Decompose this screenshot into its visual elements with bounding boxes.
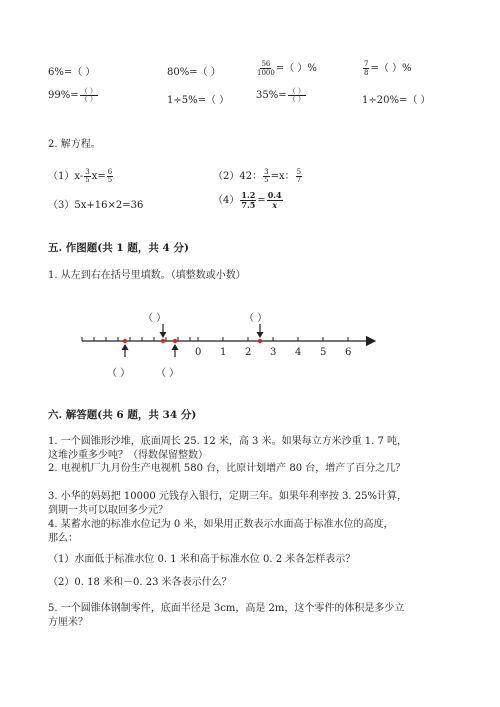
conversion-6-percent: 6%=（ ）: [48, 67, 96, 78]
section-5-question-1: 1. 从左到右在括号里填数。（填整数或小数）: [48, 270, 246, 281]
question-3-line-2: 到期一共可以取回多少元？: [48, 505, 168, 516]
question-4-sub-1: （1）水面低于标准水位 0. 1 米和高于标准水位 0. 2 米各怎样表示？: [48, 554, 356, 565]
conversion-1-div-20-percent: 1÷20%=（ ）: [362, 95, 431, 106]
fraction: $\frac{0.4}{x}$: [267, 190, 282, 210]
question-3-line-1: 3. 小华的妈妈把 10000 元钱存入银行，定期三年。如果年利率按 3. 25%计算，: [48, 491, 408, 502]
question-5-line-1: 5. 一个圆锥体钢制零件，底面半径是 3cm，高是 2m，这个零件的体积是多少立: [48, 603, 405, 614]
bottom-blank-1: （ ）: [107, 368, 131, 379]
conversion-56-1000: $\frac{56}{1000}$ =（ ）%: [257, 60, 317, 77]
question-5-line-2: 方厘米？: [48, 617, 88, 628]
tick-label-0: 0: [195, 347, 202, 358]
conversion-80-percent: 80%=（ ）: [167, 67, 221, 78]
tick-label-1: 1: [220, 347, 227, 358]
conversion-7-8: $\frac{7}{8}$ =（ ）%: [364, 60, 412, 77]
section-6-title: 六. 解答题(共 6 题，共 34 分): [48, 409, 197, 421]
question-2-title: 2. 解方程。: [48, 139, 101, 150]
question-1-line-2: 这堆沙重多少吨？（得数保留整数）: [48, 450, 208, 461]
down-arrow-icon: [257, 324, 264, 338]
point-marker-2: [161, 339, 165, 343]
up-arrow-icon: [172, 344, 179, 357]
question-4-line-1: 4. 某蓄水池的标准水位记为 0 米，如果用正数表示水面高于标准水位的高度，: [48, 519, 394, 530]
fraction: $\frac{3}{5}$: [264, 168, 269, 184]
bottom-blank-2: （ ）: [156, 368, 180, 379]
tick-label-4: 4: [295, 347, 302, 358]
fraction-56-1000: $\frac{56}{1000}$: [257, 60, 275, 77]
fraction-7-8: $\frac{7}{8}$: [364, 60, 369, 77]
equation-3: （3）5x+16×2=36: [48, 200, 144, 211]
tick-label-2: 2: [245, 347, 252, 358]
fraction: $\frac{3}{5}$: [85, 168, 90, 184]
conversion-1-div-5-percent: 1÷5%=（ ）: [167, 95, 230, 106]
equation-4: （4） $\frac{1.2}{7.5}$ = $\frac{0.4}{x}$: [213, 190, 282, 210]
point-marker-1: [123, 339, 127, 343]
question-2: 2. 电视机厂九月份生产电视机 580 台，比原计划增产 80 台，增产了百分之几？: [48, 463, 406, 474]
question-4-line-2: 那么：: [48, 533, 78, 544]
tick-label-6: 6: [345, 347, 352, 358]
down-arrow-icon: [160, 324, 167, 338]
blank-fraction: $\frac{( )}{( )}$: [288, 87, 305, 103]
blank-fraction: $\frac{( )}{( )}$: [80, 87, 97, 103]
question-4-sub-2: （2）0. 18 米和－0. 23 米各表示什么？: [48, 577, 232, 588]
tick-label-3: 3: [270, 347, 277, 358]
point-marker-3: [173, 339, 177, 343]
conversion-99-percent: 99%= $\frac{( )}{( )}$: [48, 87, 97, 103]
up-arrow-icon: [122, 344, 129, 357]
fraction: $\frac{1.2}{7.5}$: [241, 190, 256, 210]
equation-2: （2）42： $\frac{3}{5}$ =x： $\frac{5}{7}$: [213, 168, 302, 184]
conversion-35-percent: 35%= $\frac{( )}{( )}$: [256, 87, 305, 103]
question-1-line-1: 1. 一个圆锥形沙堆，底面周长 25. 12 米，高 3 米。如果每立方米沙重 1. 7 吨，: [48, 436, 408, 447]
top-blank-2: （ ）: [244, 313, 268, 324]
equation-1: （1）x- $\frac{3}{5}$ x= $\frac{6}{5}$: [48, 168, 113, 184]
section-5-title: 五. 作图题(共 1 题，共 4 分): [48, 242, 189, 254]
fraction: $\frac{5}{7}$: [296, 168, 302, 184]
fraction: $\frac{6}{5}$: [107, 168, 113, 184]
top-blank-1: （ ）: [143, 313, 167, 324]
tick-label-5: 5: [320, 347, 327, 358]
point-marker-4: [258, 339, 262, 343]
